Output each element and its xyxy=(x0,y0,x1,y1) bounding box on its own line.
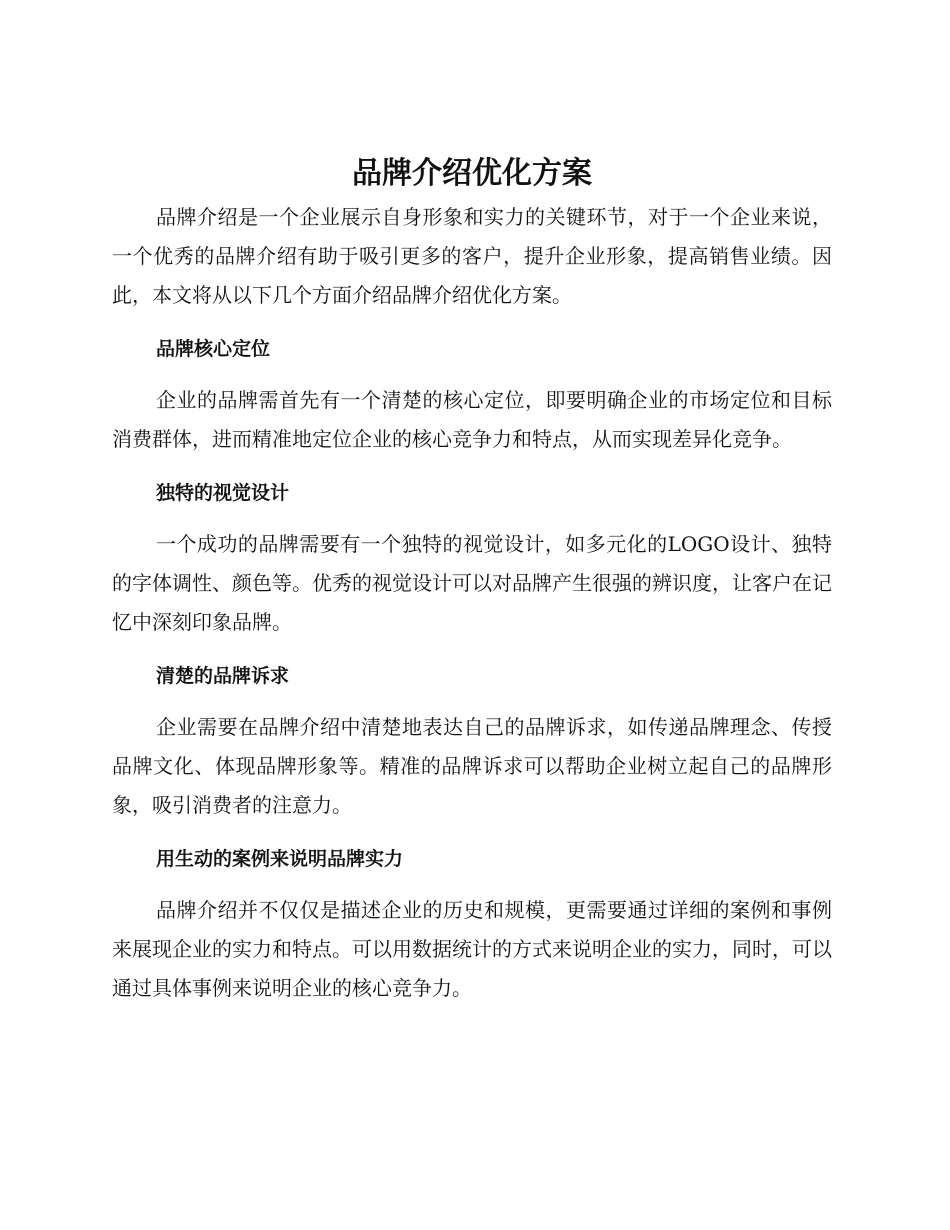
document-title: 品牌介绍优化方案 xyxy=(352,156,592,191)
section-body-brand-positioning: 企业的品牌需首先有一个清楚的核心定位，即要明确企业的市场定位和目标消费群体，进而精准地定位企业的核心竞争力和特点，从而实现差异化竞争。 xyxy=(112,388,832,451)
section-body-brand-appeal: 企业需要在品牌介绍中清楚地表达自己的品牌诉求，如传递品牌理念、传授品牌文化、体现品牌形象等。精准的品牌诉求可以帮助企业树立起自己的品牌形象，吸引消费者的注意力。 xyxy=(112,715,832,817)
section-heading-brand-appeal: 清楚的品牌诉求 xyxy=(156,665,290,687)
section-body-visual-design: 一个成功的品牌需要有一个独特的视觉设计，如多元化的LOGO设计、独特的字体调性、颜色等。优秀的视觉设计可以对品牌产生很强的辨识度，让客户在记忆中深刻印象品牌。 xyxy=(112,532,832,634)
intro-paragraph: 品牌介绍是一个企业展示自身形象和实力的关键环节，对于一个企业来说，一个优秀的品牌介绍有助于吸引更多的客户，提升企业形象，提高销售业绩。因此，本文将从以下几个方面介绍品牌介绍优化方案。 xyxy=(112,205,832,307)
section-heading-brand-positioning: 品牌核心定位 xyxy=(156,338,271,360)
document-page xyxy=(112,152,832,1008)
section-body-case-studies: 品牌介绍并不仅仅是描述企业的历史和规模，更需要通过详细的案例和事例来展现企业的实力和特点。可以用数据统计的方式来说明企业的实力，同时，可以通过具体事例来说明企业的核心竞争力。 xyxy=(112,898,832,1000)
section-heading-visual-design: 独特的视觉设计 xyxy=(156,482,290,504)
section-heading-case-studies: 用生动的案例来说明品牌实力 xyxy=(156,848,404,870)
